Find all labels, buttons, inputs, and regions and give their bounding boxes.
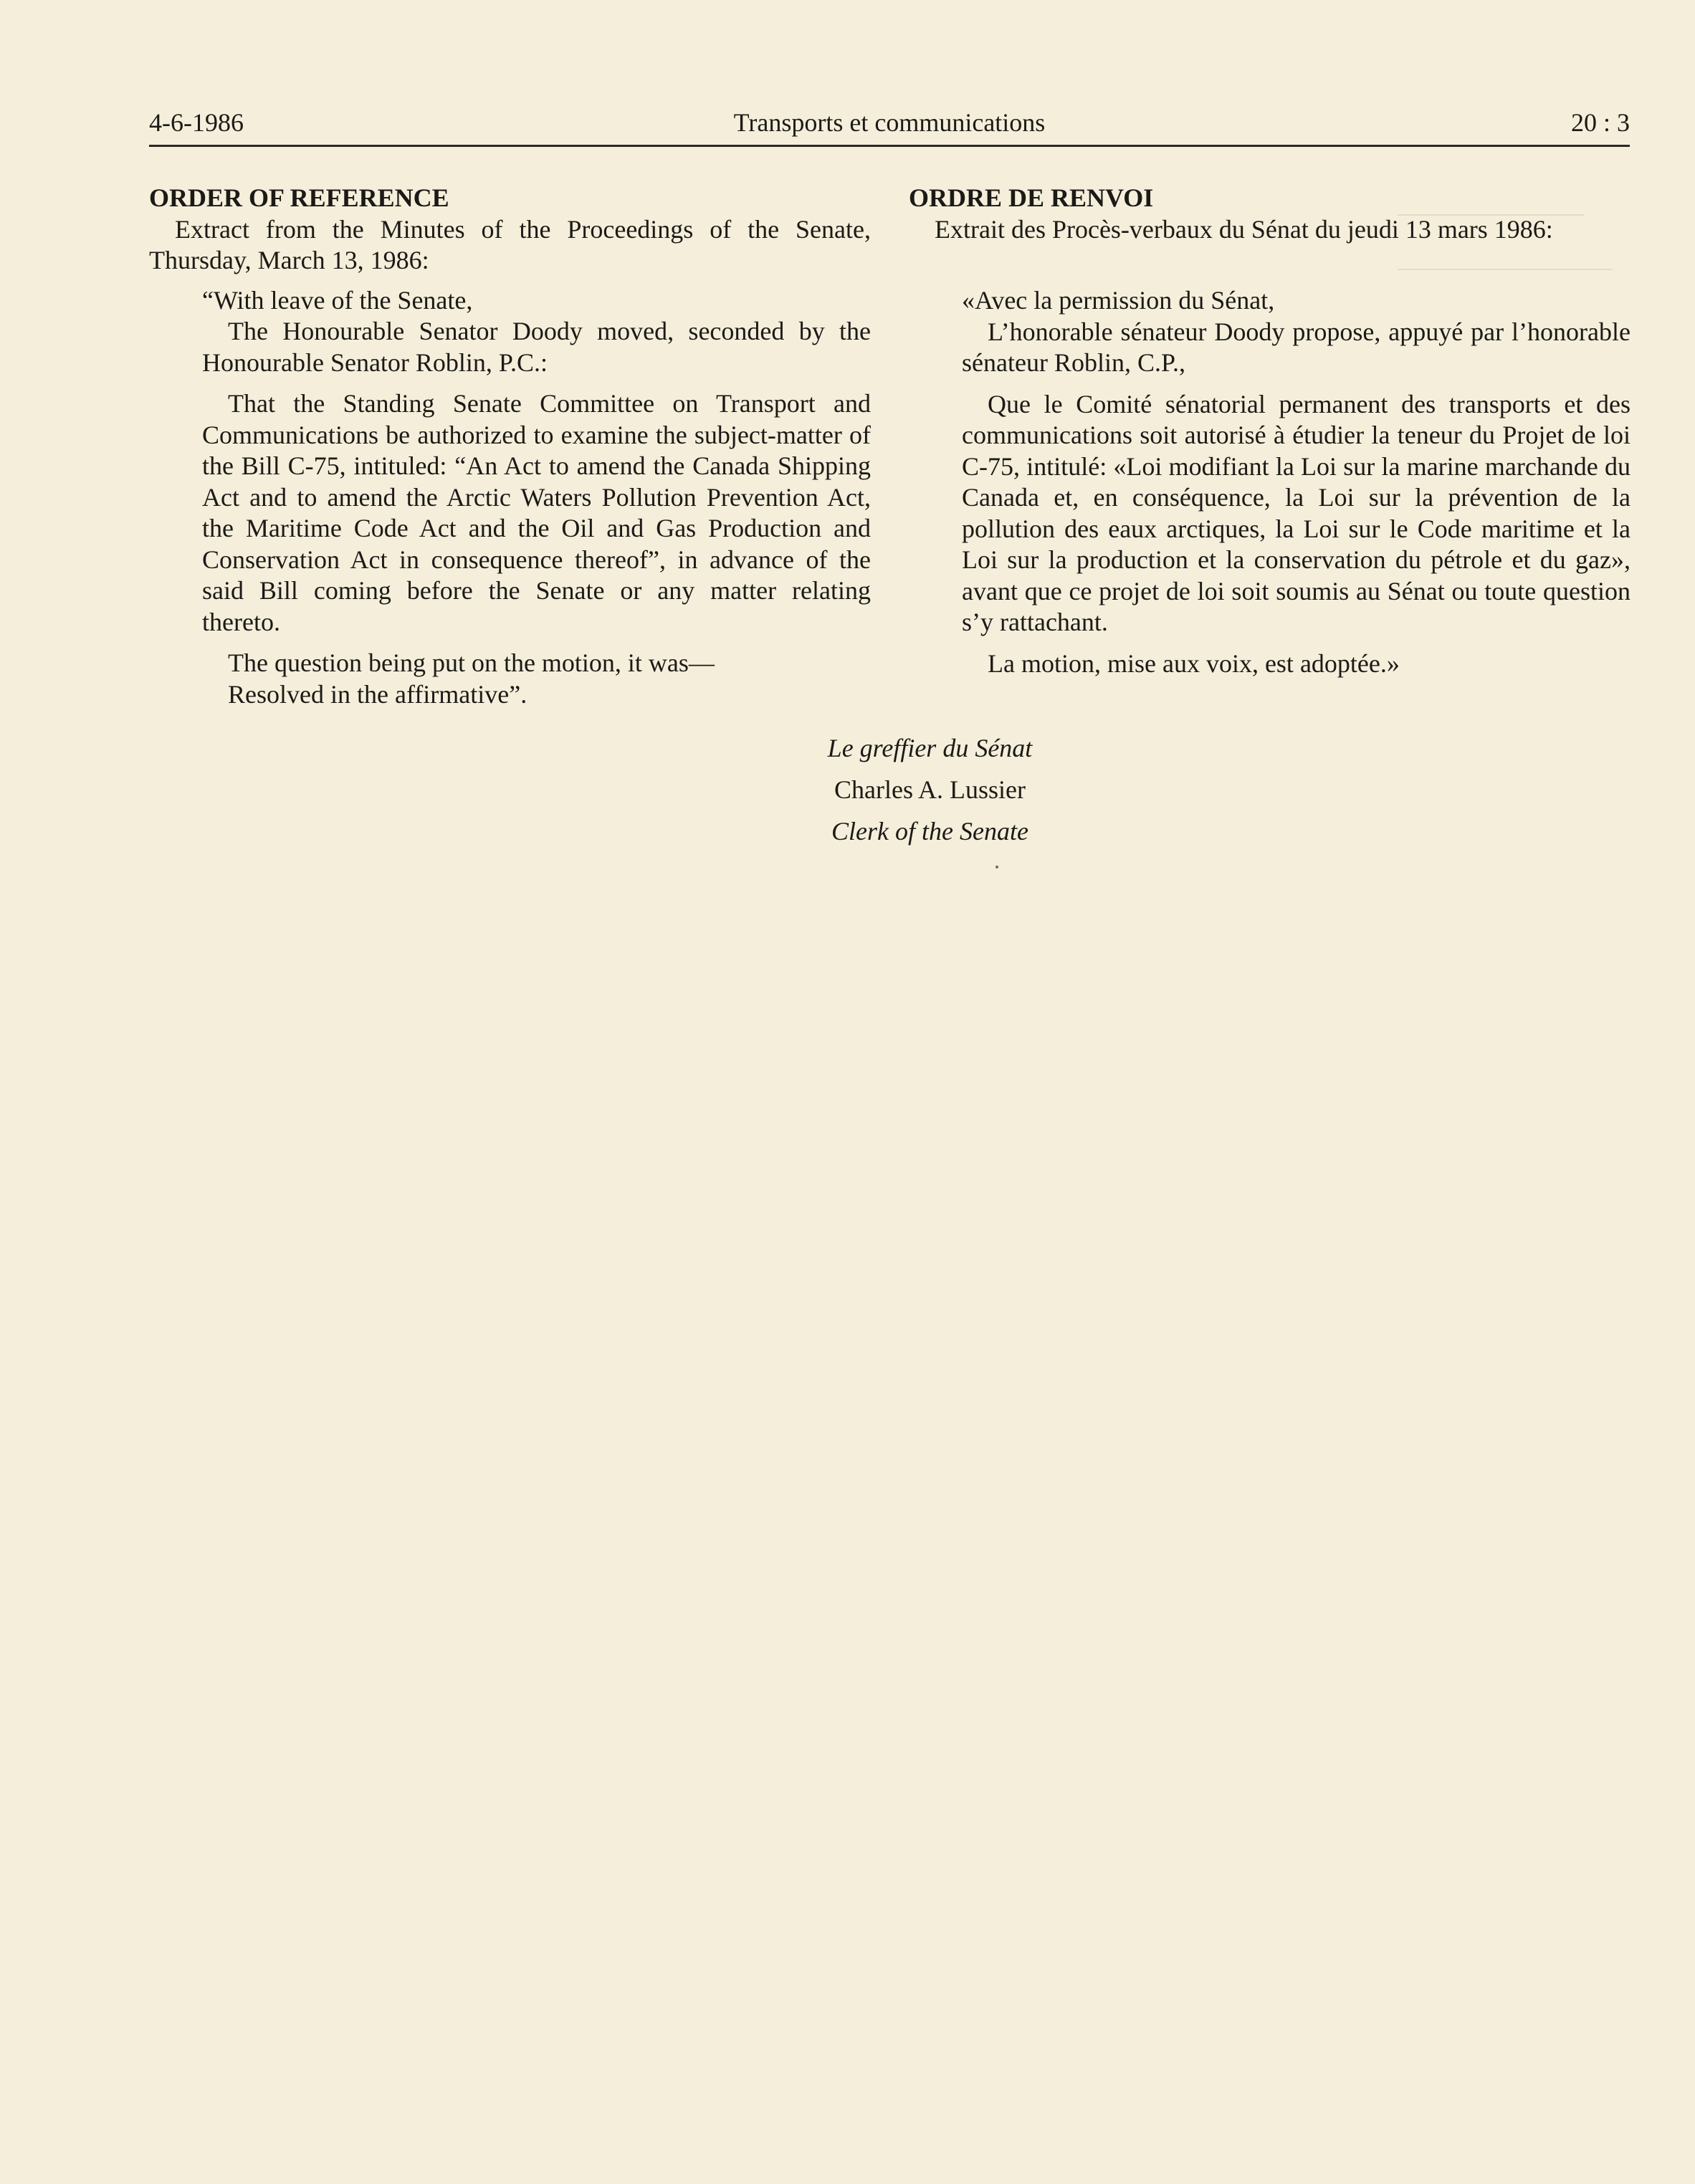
french-heading: ORDRE DE RENVOI	[909, 183, 1154, 212]
signature-block	[0, 727, 1695, 852]
english-question: The question being put on the motion, it was—	[228, 648, 715, 677]
english-column	[149, 183, 871, 710]
english-quote-open: “With leave of the Senate,	[202, 285, 473, 315]
page-header	[149, 107, 1630, 145]
header-rule	[149, 145, 1630, 147]
header-title: Transports et communications	[733, 108, 1046, 137]
english-heading: ORDER OF REFERENCE	[149, 183, 449, 212]
english-motion: That the Standing Senate Committee on Transport and Communications be authorized to examine the subject-matter of the Bill C-75, intituled: “An Act to amend the Canada Shipping Act and to amend the Arctic Waters Pollution Prevention Act, the Maritime Code Act and the Oil and Gas Production and Conservation Act in consequence thereof”, in advance of the said Bill coming before the Senate or any matter relating thereto.	[202, 389, 871, 636]
english-moved: The Honourable Senator Doody moved, seconded by the Honourable Senator Roblin, P.C.:	[202, 317, 871, 377]
english-intro: Extract from the Minutes of the Proceedings of the Senate, Thursday, March 13, 1986:	[149, 214, 871, 274]
french-moved: L’honorable sénateur Doody propose, appuyé par l’honorable sénateur Roblin, C.P.,	[962, 317, 1630, 377]
french-column	[909, 183, 1630, 679]
stray-mark	[995, 866, 998, 868]
french-adopted: La motion, mise aux voix, est adoptée.»	[988, 648, 1400, 678]
english-resolved: Resolved in the affirmative”.	[228, 679, 527, 709]
header-page-number: 20 : 3	[1570, 108, 1630, 137]
signature-title-fr: Le greffier du Sénat	[827, 734, 1033, 762]
signature-title-en: Clerk of the Senate	[831, 817, 1028, 846]
french-intro: Extrait des Procès-verbaux du Sénat du jeudi 13 mars 1986:	[935, 214, 1553, 244]
french-quote-open: «Avec la permission du Sénat,	[962, 286, 1275, 315]
french-motion: Que le Comité sénatorial permanent des transports et des communications soit autorisé à étudier la teneur du Projet de loi C-75, intitulé: «Loi modifiant la Loi sur la marine marchande du Canada et, en conséquence, la Loi sur la prévention de la pollution des eaux arctiques, la Loi sur le Code maritime et la Loi sur la production et la conservation du pétrole et du gaz», avant que ce projet de loi soit soumis au Sénat ou toute question s’y rattachant.	[962, 389, 1630, 636]
signature-name: Charles A. Lussier	[834, 775, 1026, 804]
header-date: 4-6-1986	[149, 108, 244, 137]
